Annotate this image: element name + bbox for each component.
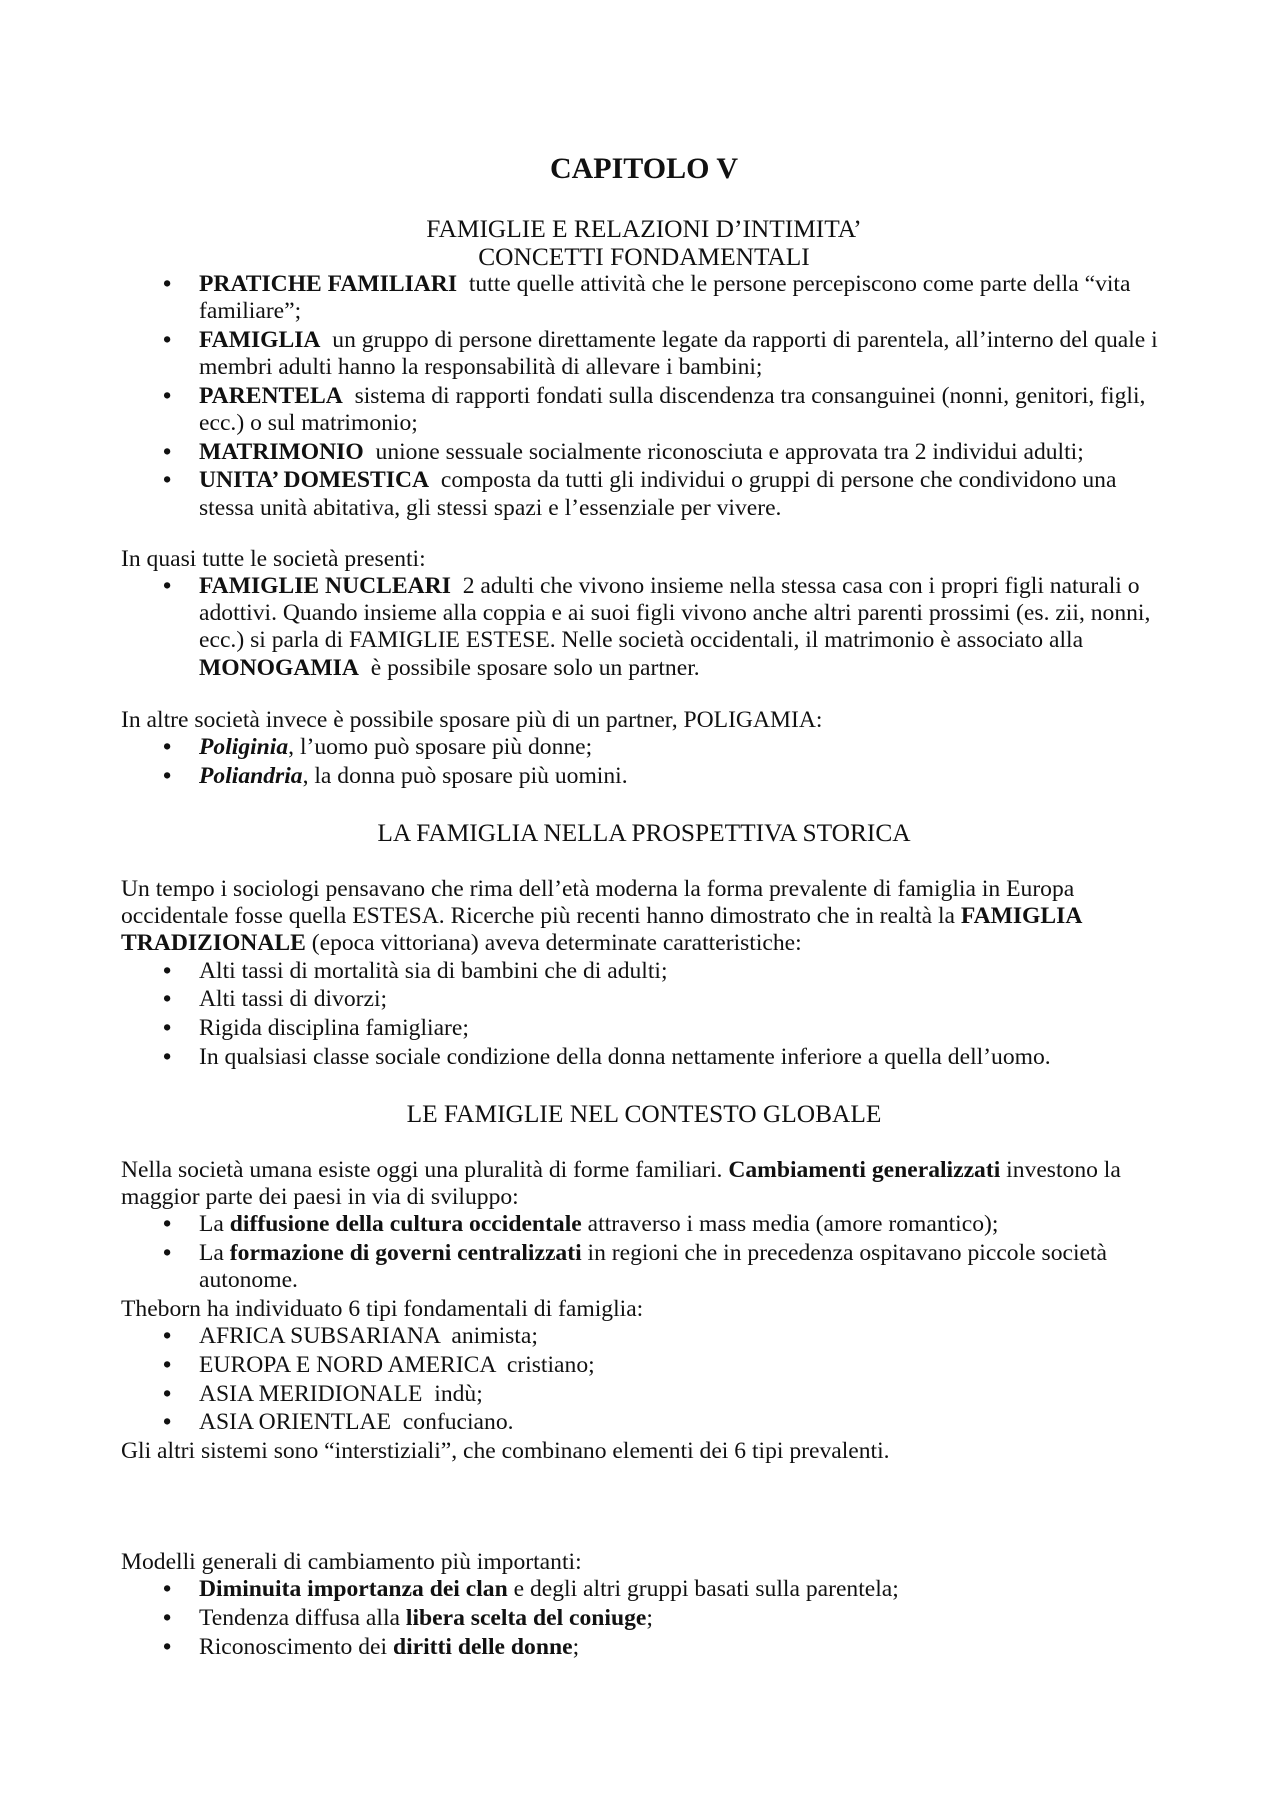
concept-term: MATRIMONIO (199, 438, 364, 465)
concept-definition: composta da tutti gli individui o gruppi di persone che condividono una stessa unità abitativa, gli stessi spazi e l’essenziale per vivere. (199, 467, 1123, 521)
document-body (121, 152, 1167, 1662)
list-item: • ASIA MERIDIONALE indù; (199, 1381, 1167, 1408)
concept-term: PRATICHE FAMILIARI (199, 271, 458, 297)
list-item: • ASIA ORIENTLAE confuciano. (199, 1409, 1167, 1436)
bold-text: libera scelta del coniuge (405, 1605, 647, 1632)
section-heading: LA FAMIGLIA NELLA PROSPETTIVA STORICA (377, 818, 911, 847)
definition: , l’uomo può sposare più donne; (288, 734, 593, 761)
text: Un tempo i sociologi pensavano che rima dell’età moderna la forma prevalente di famiglia in Europa occidentale fosse quella ESTESA. Ricerche più recenti hanno dimostrato che in realtà la (121, 875, 1075, 930)
history-list (121, 958, 1167, 1071)
list-item (199, 1634, 1167, 1661)
list-item: • AFRICA SUBSARIANA animista; (199, 1323, 1167, 1350)
text: Riconoscimento dei (199, 1633, 393, 1660)
nuclear-family-list (121, 573, 1167, 682)
concept-definition: tutte quelle attività che le persone percepiscono come parte della “vita familiare”; (199, 271, 1137, 325)
concepts-list (121, 271, 1167, 522)
subtitle-line: FAMIGLIE E RELAZIONI D’INTIMITA’ (426, 215, 862, 243)
text: Nella società umana esiste oggi una pluralità di forme familiari. (121, 1156, 729, 1183)
list-item (199, 271, 1167, 325)
list-item (199, 1605, 1167, 1632)
text: in regioni che in precedenza ospitavano piccole società autonome. (199, 1239, 1108, 1294)
text: e degli altri gruppi basati sulla parentela; (507, 1576, 899, 1603)
list-item: • EUROPA E NORD AMERICA cristiano; (199, 1352, 1167, 1379)
paragraph: Modelli generali di cambiamento più importanti: (121, 1549, 582, 1576)
paragraph: Theborn ha individuato 6 tipi fondamentali di famiglia: (121, 1295, 644, 1322)
paragraph (121, 876, 1167, 958)
global-change-list (121, 1211, 1167, 1294)
list-item (199, 1211, 1167, 1238)
concept-term: FAMIGLIA (199, 326, 321, 353)
concept-term: PARENTELA (199, 382, 343, 409)
change-models-list (121, 1576, 1167, 1661)
text: La (199, 1211, 230, 1238)
text: La (199, 1239, 230, 1266)
definition: , la donna può sposare più uomini. (302, 762, 628, 789)
concept-definition: sistema di rapporti fondati sulla discendenza tra consanguinei (nonni, genitori, figli, ecc.) o sul matrimonio; (199, 382, 1152, 437)
list-item (199, 734, 1167, 761)
paragraph: Gli altri sistemi sono “interstiziali”, che combinano elementi dei 6 tipi prevalenti. (121, 1437, 890, 1464)
list-item: • In qualsiasi classe sociale condizione della donna nettamente inferiore a quella dell’uomo. (199, 1044, 1167, 1071)
bold-text: FAMIGLIA TRADIZIONALE (121, 903, 1082, 957)
bold-text: diritti delle donne (392, 1633, 573, 1660)
paragraph (121, 1157, 1167, 1211)
text: Tendenza diffusa alla (199, 1605, 406, 1632)
list-item: • Rigida disciplina famigliare; (199, 1015, 1167, 1042)
list-item (199, 383, 1167, 437)
list-item: • Alti tassi di divorzi; (199, 986, 1167, 1013)
definition: 2 adulti che vivono insieme nella stessa casa con i propri figli naturali o adottivi. Quando insieme alla coppia e ai suoi figli vivono anche altri parenti prossimi (es. zii, nonni, ecc.) si parla di FAMIGLIE ESTESE. Nelle società occidentali, il matrimonio è associato alla (199, 573, 1157, 654)
list-item (199, 1240, 1167, 1294)
list-item (199, 1576, 1167, 1603)
concept-definition: unione sessuale socialmente riconosciuta e approvata tra 2 individui adulti; (363, 438, 1084, 465)
text: attraverso i mass media (amore romantico); (581, 1211, 999, 1238)
list-item: • Alti tassi di mortalità sia di bambini che di adulti; (199, 958, 1167, 985)
paragraph: In altre società invece è possibile sposare più di un partner, POLIGAMIA: (121, 706, 823, 733)
subtitle-line: CONCETTI FONDAMENTALI (478, 243, 810, 271)
term: FAMIGLIE NUCLEARI (199, 573, 451, 600)
bold-text: Diminuita importanza dei clan (199, 1576, 508, 1603)
list-item (199, 467, 1167, 521)
text: ; (646, 1605, 653, 1632)
term: Poliandria (199, 762, 303, 789)
list-item (199, 763, 1167, 790)
list-item (199, 439, 1167, 466)
bold-text: formazione di governi centralizzati (229, 1239, 582, 1266)
definition: è possibile sposare solo un partner. (358, 654, 700, 681)
chapter-title: CAPITOLO V (549, 152, 739, 185)
term: MONOGAMIA (199, 654, 359, 681)
family-types-list (121, 1323, 1167, 1436)
bold-text: diffusione della cultura occidentale (229, 1211, 582, 1238)
section-heading: LE FAMIGLIE NEL CONTESTO GLOBALE (406, 1099, 882, 1128)
term: Poliginia (199, 734, 289, 761)
text: (epoca vittoriana) aveva determinate caratteristiche: (305, 930, 802, 957)
concept-definition: un gruppo di persone direttamente legate da rapporti di parentela, all’interno del quale i membri adulti hanno la responsabilità di allevare i bambini; (199, 326, 1164, 381)
text: investono la maggior parte dei paesi in via di sviluppo: (121, 1156, 1121, 1211)
bold-text: Cambiamenti generalizzati (728, 1156, 1001, 1183)
list-item (199, 573, 1167, 682)
list-item (199, 327, 1167, 381)
paragraph: In quasi tutte le società presenti: (121, 545, 426, 572)
polygamy-list (121, 734, 1167, 790)
concept-term: UNITA’ DOMESTICA (199, 467, 430, 494)
chapter-subtitle (121, 215, 1167, 271)
text: ; (572, 1633, 580, 1660)
